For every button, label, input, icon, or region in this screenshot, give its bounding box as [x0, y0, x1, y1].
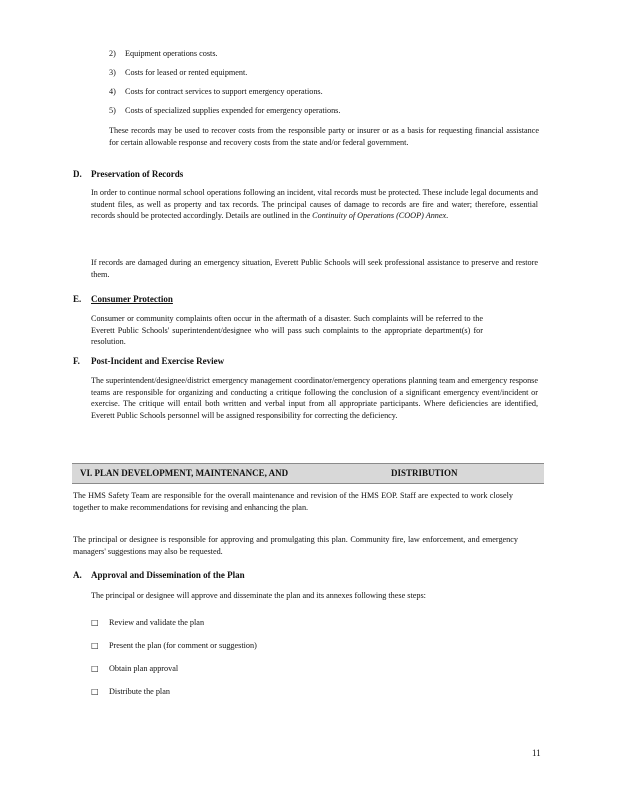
bullet-text: Review and validate the plan — [109, 618, 205, 627]
cost-list — [109, 48, 409, 124]
page-number: 11 — [532, 748, 541, 758]
bullet-text: Present the plan (for comment or suggestion) — [109, 641, 257, 650]
section-e-title: Consumer Protection — [91, 294, 173, 304]
list-text: Costs for leased or rented equipment. — [125, 68, 248, 77]
section-vi-title-end: DISTRIBUTION — [391, 468, 458, 478]
bullet-text: Obtain plan approval — [109, 664, 179, 673]
list-item — [91, 686, 391, 709]
square-bullet-icon: □ — [91, 687, 99, 696]
section-vi-paragraph-2: The principal or designee is responsible for approving and promulgating this plan. Community fire, law enforcement, and emergency managers' suggestions may also be requested. — [73, 535, 518, 556]
section-f-heading — [73, 356, 224, 366]
list-item — [109, 105, 409, 124]
section-f-title: Post-Incident and Exercise Review — [91, 356, 225, 366]
coop-annex-reference: Continuity of Operations (COOP) Annex — [312, 211, 447, 220]
list-text: Costs for contract services to support emergency operations. — [125, 87, 323, 96]
list-number: 3) — [109, 68, 116, 77]
section-f-label: F. — [73, 356, 80, 366]
approval-steps-list — [91, 617, 391, 709]
square-bullet-icon: □ — [91, 641, 99, 650]
list-text: Equipment operations costs. — [125, 49, 218, 58]
section-a-paragraph: The principal or designee will approve and disseminate the plan and its annexes following these steps: — [91, 591, 426, 600]
list-item — [91, 617, 391, 640]
list-item — [109, 86, 409, 105]
section-d-paragraph-2: If records are damaged during an emergency situation, Everett Public Schools will seek professional assistance to preserve and restore them. — [91, 258, 538, 279]
records-recovery-paragraph: These records may be used to recover costs from the responsible party or insurer or as a basis for requesting financial assistance for certain allowable response and recovery costs from the state and/or federal government. — [109, 126, 539, 147]
list-number: 5) — [109, 106, 116, 115]
list-number: 4) — [109, 87, 116, 96]
section-d-paragraph-1 — [91, 187, 538, 222]
section-e-label: E. — [73, 294, 82, 304]
list-item — [91, 640, 391, 663]
section-vi-paragraph-1: The HMS Safety Team are responsible for the overall maintenance and revision of the HMS EOP. Staff are expected to work closely together to make recommendations for revising and enhancing the plan. — [73, 491, 513, 512]
square-bullet-icon: □ — [91, 664, 99, 673]
section-a-heading — [73, 570, 245, 580]
section-d-paragraph-1-text: In order to continue normal school operations following an incident, vital records must be protected. These include legal documents and student files, as well as property and tax records. The principal causes of damage to records are fire and water; therefore, essential records should be protected accordingly. Details are outlined in the — [91, 188, 538, 220]
section-d-paragraph-1-end: . — [446, 211, 449, 220]
list-item — [109, 48, 409, 67]
section-vi-label: VI. — [80, 468, 93, 478]
section-vi-bar — [72, 463, 544, 484]
section-d-label: D. — [73, 169, 82, 179]
section-e-paragraph: Consumer or community complaints often occur in the aftermath of a disaster. Such complaints will be referred to the Everett Public Schools' superintendent/designee who will pass such complaints to the appropriate department(s) for resolution. — [91, 314, 483, 346]
list-number: 2) — [109, 49, 116, 58]
section-vi-title: PLAN DEVELOPMENT, MAINTENANCE, AND — [94, 468, 289, 478]
square-bullet-icon: □ — [91, 618, 99, 627]
section-a-title: Approval and Dissemination of the Plan — [91, 570, 245, 580]
list-item — [109, 67, 409, 86]
bullet-text: Distribute the plan — [109, 687, 170, 696]
section-e-heading — [73, 294, 173, 304]
section-vi-heading — [80, 468, 288, 478]
list-item — [91, 663, 391, 686]
section-d-title: Preservation of Records — [91, 169, 184, 179]
section-f-paragraph: The superintendent/designee/district emergency management coordinator/emergency operations planning team and emergency response teams are responsible for organizing and conducting a critique following the conclusion of a significant emergency event/incident or exercise. The critique will entail both written and verbal input from all appropriate participants. Where deficiencies are identified, Everett Public Schools personnel will be assigned responsibility for correcting the deficiency. — [91, 376, 538, 420]
section-a-label: A. — [73, 570, 82, 580]
list-text: Costs of specialized supplies expended for emergency operations. — [125, 106, 341, 115]
section-d-heading — [73, 169, 183, 179]
